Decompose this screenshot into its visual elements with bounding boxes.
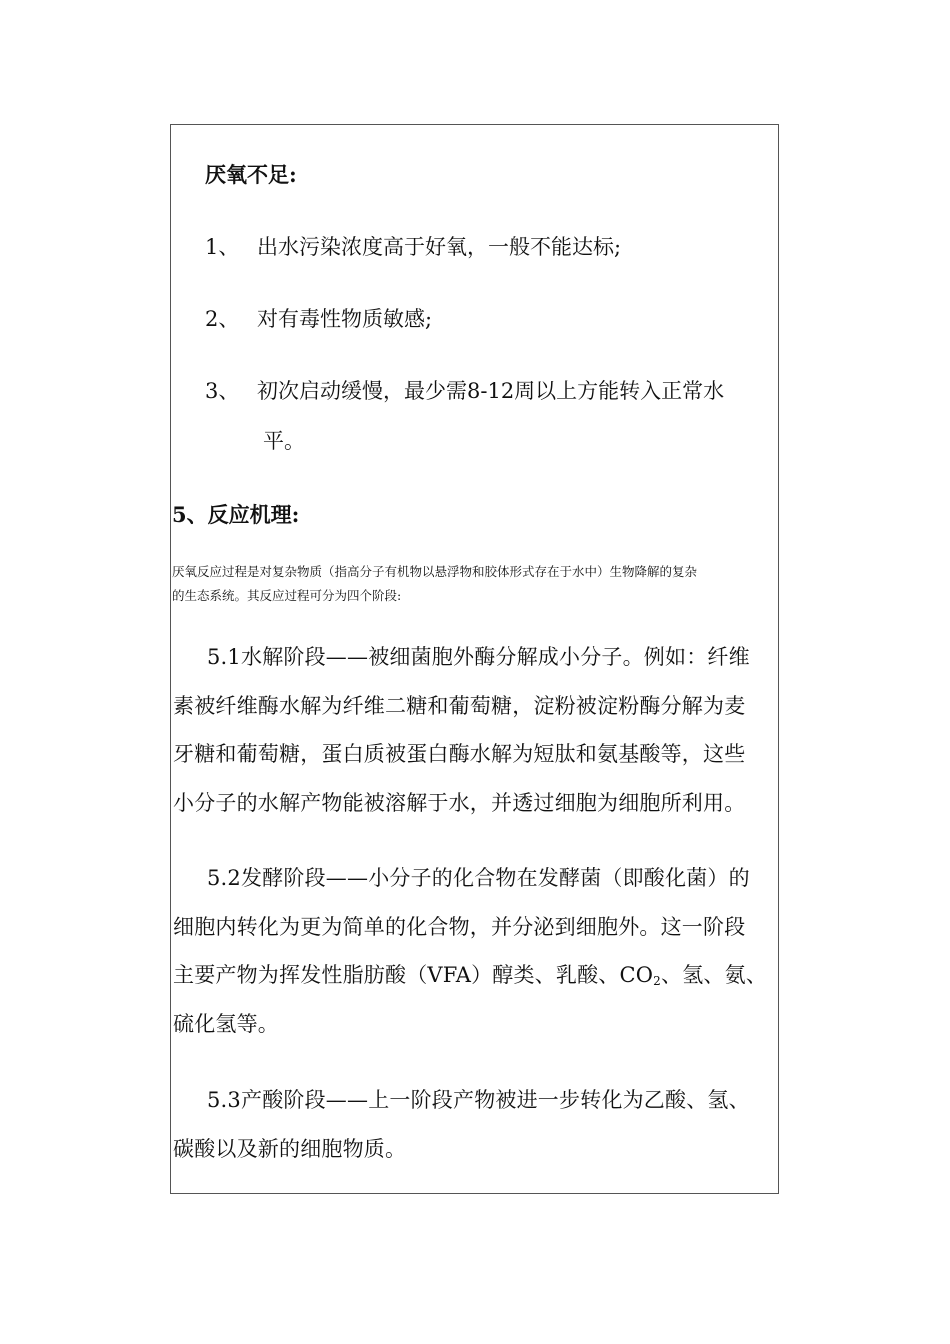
list-item-3-continuation: 平。 <box>263 429 305 453</box>
intro-line-1: 厌氧反应过程是对复杂物质（指高分子有机物以悬浮物和胶体形式存在于水中）生物降解的复杂 <box>172 564 698 579</box>
stage2-paragraph <box>173 854 777 1048</box>
stage1-line-3: 牙糖和葡萄糖，蛋白质被蛋白酶水解为短肽和氨基酸等，这些 <box>173 742 746 766</box>
co2-subscript: 2 <box>653 974 662 988</box>
co2-formula <box>619 963 661 987</box>
stage2-line-3-tail: 、氢、氨、 <box>661 963 768 987</box>
mechanism-title: 5、反应机理: <box>172 502 300 527</box>
stage1-line-1: 5.1水解阶段——被细菌胞外酶分解成小分子。例如：纤维 <box>207 645 750 669</box>
stage2-line-1: 5.2发酵阶段——小分子的化合物在发酵菌（即酸化菌）的 <box>207 866 750 890</box>
list-item-1-number: 1、 <box>205 235 240 259</box>
stage2-line-2: 细胞内转化为更为简单的化合物，并分泌到细胞外。这一阶段 <box>173 914 746 939</box>
list-item-1-text: 出水污染浓度高于好氧，一般不能达标; <box>257 235 622 259</box>
stage2-line-3 <box>173 951 777 1000</box>
list-item-2-text: 对有毒性物质敏感; <box>257 307 433 331</box>
list-item-3-text: 初次启动缓慢，最少需8-12周以上方能转入正常水 <box>257 379 725 403</box>
co2-main: CO <box>619 963 654 987</box>
stage3-line-2: 碳酸以及新的细胞物质。 <box>173 1136 407 1161</box>
stage2-line-4: 硫化氢等。 <box>173 1011 279 1036</box>
intro-line-2: 的生态系统。其反应过程可分为四个阶段: <box>172 588 402 603</box>
content-frame <box>170 124 779 1194</box>
stage3-line-1: 5.3产酸阶段——上一阶段产物被进一步转化为乙酸、氢、 <box>207 1088 750 1112</box>
stage1-line-4: 小分子的水解产物能被溶解于水，并透过细胞为细胞所利用。 <box>173 790 746 815</box>
stage1-line-2: 素被纤维酶水解为纤维二糖和葡萄糖，淀粉被淀粉酶分解为麦 <box>173 693 746 718</box>
stage1-paragraph <box>173 633 777 827</box>
disadvantages-title: 厌氧不足: <box>205 162 297 187</box>
list-item-2-number: 2、 <box>205 307 240 331</box>
stage3-paragraph <box>173 1076 777 1173</box>
stage2-line-3-head: 主要产物为挥发性脂肪酸（VFA）醇类、乳酸、 <box>173 963 620 987</box>
list-item-3-number: 3、 <box>205 379 240 403</box>
